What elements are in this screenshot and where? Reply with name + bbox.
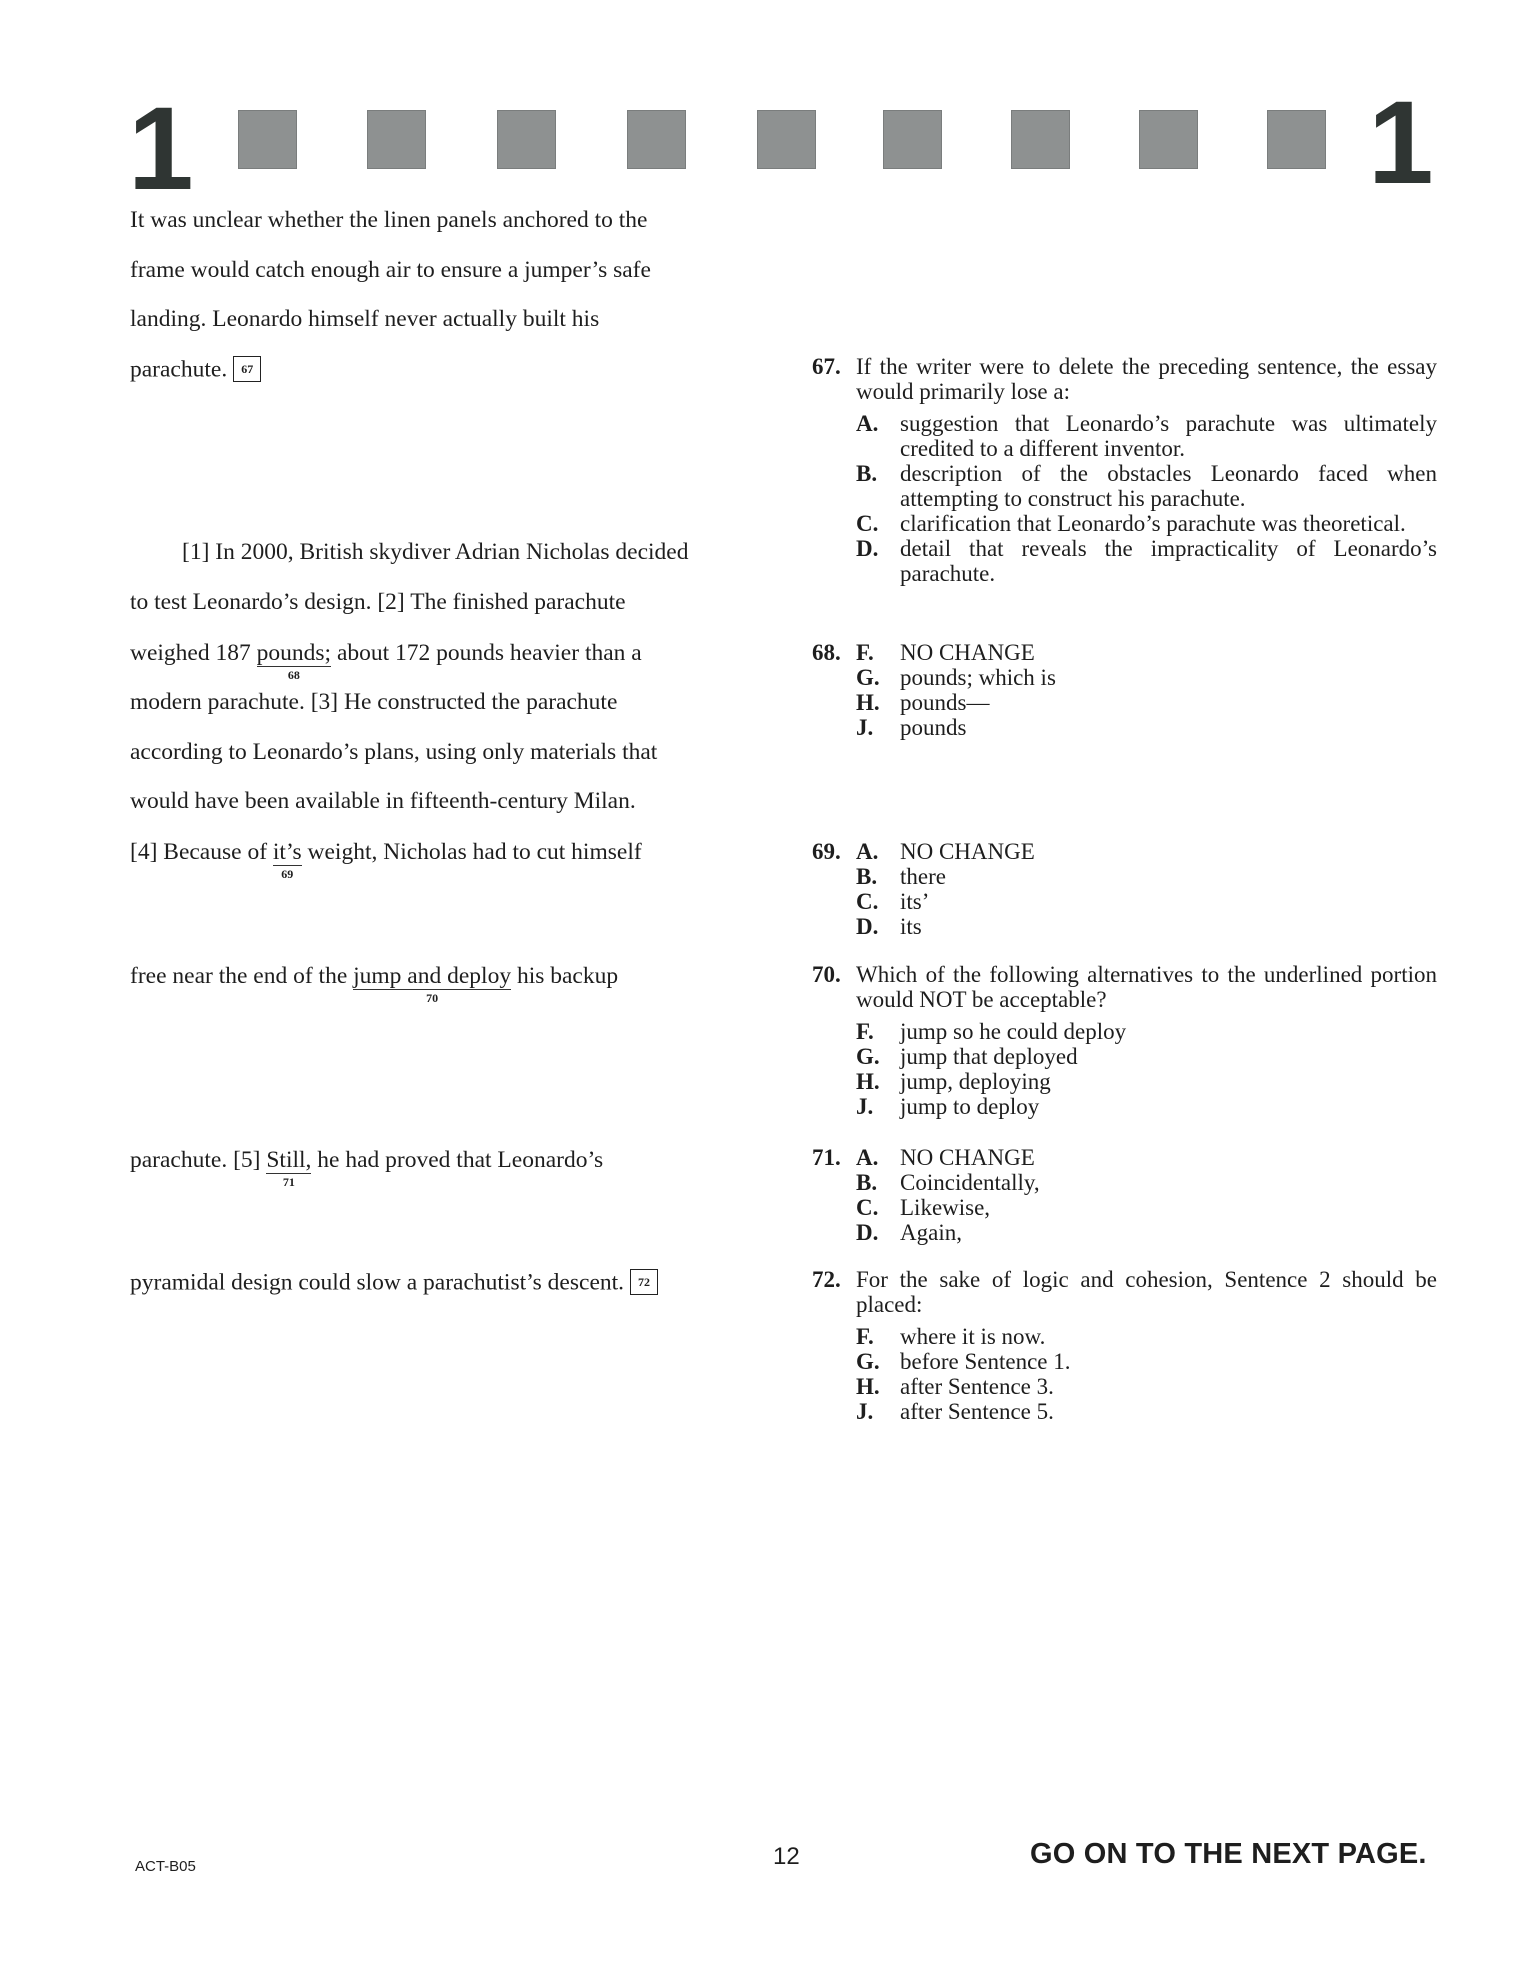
band-square	[1139, 110, 1198, 169]
answer-option[interactable]	[856, 1220, 1437, 1245]
option-text: pounds—	[900, 690, 990, 715]
option-letter: A.	[856, 1145, 879, 1170]
next-page-notice: GO ON TO THE NEXT PAGE.	[1030, 1838, 1427, 1870]
underlined-text: Still,	[266, 1147, 312, 1173]
passage-line	[130, 1147, 604, 1189]
answer-options	[856, 1324, 1437, 1424]
answer-option[interactable]	[856, 1324, 1437, 1349]
option-letter: B.	[856, 1170, 878, 1195]
band-square	[367, 110, 426, 169]
passage-text: weight, Nicholas had to cut himself	[301, 839, 642, 865]
option-text: after Sentence 3.	[900, 1374, 1054, 1399]
page-number: 12	[773, 1843, 800, 1870]
form-code: ACT-B05	[135, 1858, 196, 1875]
underlined-portion-71[interactable]	[266, 1147, 312, 1189]
option-letter: C.	[856, 511, 879, 536]
section-number-left: 1	[128, 83, 194, 215]
option-letter: J.	[856, 1399, 874, 1424]
answer-option[interactable]	[856, 1195, 1437, 1220]
passage-line	[130, 963, 619, 1005]
band-square	[757, 110, 816, 169]
answer-options	[856, 640, 1437, 740]
option-letter: F.	[856, 1324, 874, 1349]
question-stem: For the sake of logic and cohesion, Sentence 2 should be placed:	[856, 1267, 1437, 1317]
option-text: jump to deploy	[900, 1094, 1040, 1119]
underline-number-68: 68	[287, 667, 300, 682]
option-text: pounds	[900, 715, 967, 740]
option-letter: D.	[856, 1220, 879, 1245]
option-letter: J.	[856, 1094, 874, 1119]
question-70	[812, 962, 1437, 1119]
option-text: before Sentence 1.	[900, 1349, 1071, 1374]
underline-number-70: 70	[426, 990, 439, 1005]
answer-option[interactable]	[856, 864, 1437, 889]
option-text: after Sentence 5.	[900, 1399, 1054, 1424]
option-text: detail that reveals the impracticality of Leonardo’s parachute.	[900, 536, 1437, 586]
answer-options	[856, 1019, 1437, 1119]
question-67	[812, 354, 1437, 586]
underline-number-71: 71	[282, 1174, 295, 1189]
passage-line: landing. Leonardo himself never actually built his	[130, 306, 600, 332]
passage-line: It was unclear whether the linen panels anchored to the	[130, 207, 648, 233]
band-square	[1267, 110, 1326, 169]
answer-option[interactable]	[856, 640, 1437, 665]
answer-option[interactable]	[856, 1145, 1437, 1170]
option-text: NO CHANGE	[900, 839, 1035, 864]
question-number: 70.	[812, 962, 841, 987]
question-72	[812, 1267, 1437, 1424]
passage-line	[130, 640, 642, 682]
option-letter: G.	[856, 1349, 880, 1374]
question-number: 68.	[812, 640, 841, 665]
option-letter: F.	[856, 1019, 874, 1044]
answer-option[interactable]	[856, 715, 1437, 740]
option-text: pounds; which is	[900, 665, 1056, 690]
option-letter: G.	[856, 1044, 880, 1069]
passage-text: [4] Because of	[130, 839, 273, 865]
question-68	[812, 640, 1437, 740]
passage-line	[130, 839, 642, 881]
underlined-portion-69[interactable]	[272, 839, 302, 881]
passage-text: parachute. [5]	[130, 1147, 267, 1173]
underline-number-69: 69	[281, 866, 294, 881]
option-text: jump that deployed	[900, 1044, 1078, 1069]
option-text: Coincidentally,	[900, 1170, 1040, 1195]
underlined-text: pounds;	[256, 640, 332, 666]
option-text: NO CHANGE	[900, 1145, 1035, 1170]
answer-option[interactable]	[856, 1044, 1437, 1069]
passage-text: weighed 187	[130, 640, 257, 666]
passage-line: frame would catch enough air to ensure a jumper’s safe	[130, 257, 651, 283]
option-text: clarification that Leonardo’s parachute was theoretical.	[900, 511, 1406, 536]
option-text: NO CHANGE	[900, 640, 1035, 665]
question-number: 72.	[812, 1267, 841, 1292]
option-text: description of the obstacles Leonardo faced when attempting to construct his parachute.	[900, 461, 1437, 511]
passage-text: he had proved that Leonardo’s	[311, 1147, 604, 1173]
option-letter: A.	[856, 411, 879, 436]
passage-line: [1] In 2000, British skydiver Adrian Nicholas decided	[182, 539, 689, 565]
passage-text: parachute.	[130, 356, 228, 383]
option-letter: C.	[856, 1195, 879, 1220]
passage-text: his backup	[511, 963, 619, 989]
option-letter: G.	[856, 665, 880, 690]
answer-options	[856, 1145, 1437, 1245]
band-square	[1011, 110, 1070, 169]
question-number: 69.	[812, 839, 841, 864]
answer-option[interactable]	[856, 536, 1437, 586]
option-text: jump, deploying	[900, 1069, 1051, 1094]
answer-option[interactable]	[856, 1374, 1437, 1399]
option-text: its’	[900, 889, 930, 914]
question-number: 67.	[812, 354, 841, 379]
answer-option[interactable]	[856, 1069, 1437, 1094]
question-71	[812, 1145, 1437, 1245]
underlined-text: jump and deploy	[353, 963, 512, 989]
answer-option[interactable]	[856, 690, 1437, 715]
option-letter: H.	[856, 690, 880, 715]
option-letter: J.	[856, 715, 874, 740]
section-number-right: 1	[1368, 77, 1434, 209]
question-number: 71.	[812, 1145, 841, 1170]
answer-option[interactable]	[856, 914, 1437, 939]
option-letter: D.	[856, 536, 879, 561]
underlined-portion-68[interactable]	[256, 640, 332, 682]
answer-option[interactable]	[856, 511, 1437, 536]
band-square	[497, 110, 556, 169]
option-text: jump so he could deploy	[900, 1019, 1127, 1044]
passage-line: modern parachute. [3] He constructed the parachute	[130, 689, 618, 715]
passage-line: would have been available in fifteenth-century Milan.	[130, 788, 636, 814]
passage-text: about 172 pounds heavier than a	[331, 640, 642, 666]
passage-text: free near the end of the	[130, 963, 354, 989]
answer-option[interactable]	[856, 1349, 1437, 1374]
option-letter: H.	[856, 1374, 880, 1399]
passage-text: pyramidal design could slow a parachutist’s descent.	[130, 1269, 625, 1296]
option-letter: A.	[856, 839, 879, 864]
option-text: Likewise,	[900, 1195, 991, 1220]
passage-line: to test Leonardo’s design. [2] The finished parachute	[130, 589, 626, 615]
option-letter: F.	[856, 640, 874, 665]
passage-line	[130, 1271, 658, 1297]
option-text: there	[900, 864, 946, 889]
passage-line	[130, 358, 261, 384]
answer-option[interactable]	[856, 461, 1437, 511]
answer-option[interactable]	[856, 1019, 1437, 1044]
question-stem: If the writer were to delete the preceding sentence, the essay would primarily lose a:	[856, 354, 1437, 404]
option-text: Again,	[900, 1220, 962, 1245]
question-stem: Which of the following alternatives to the underlined portion would NOT be acceptable?	[856, 962, 1437, 1012]
option-text: its	[900, 914, 922, 939]
option-letter: B.	[856, 461, 878, 486]
option-text: where it is now.	[900, 1324, 1046, 1349]
answer-option[interactable]	[856, 839, 1437, 864]
option-text: suggestion that Leonardo’s parachute was ultimately credited to a different inventor.	[900, 411, 1437, 461]
band-square	[238, 110, 297, 169]
answer-option[interactable]	[856, 1170, 1437, 1195]
answer-options	[856, 411, 1437, 586]
option-letter: H.	[856, 1069, 880, 1094]
underlined-text: it’s	[272, 839, 302, 865]
option-letter: D.	[856, 914, 879, 939]
answer-option[interactable]	[856, 889, 1437, 914]
option-letter: B.	[856, 864, 878, 889]
answer-option[interactable]	[856, 665, 1437, 690]
option-letter: C.	[856, 889, 879, 914]
question-69	[812, 839, 1437, 939]
question-box-67[interactable]: 67	[233, 356, 261, 382]
band-square	[883, 110, 942, 169]
answer-option[interactable]	[856, 411, 1437, 461]
answer-option[interactable]	[856, 1094, 1437, 1119]
underlined-portion-70[interactable]	[353, 963, 512, 1005]
band-square	[627, 110, 686, 169]
answer-options	[856, 839, 1437, 939]
question-box-72[interactable]: 72	[630, 1269, 658, 1295]
answer-option[interactable]	[856, 1399, 1437, 1424]
passage-line: according to Leonardo’s plans, using only materials that	[130, 739, 658, 765]
